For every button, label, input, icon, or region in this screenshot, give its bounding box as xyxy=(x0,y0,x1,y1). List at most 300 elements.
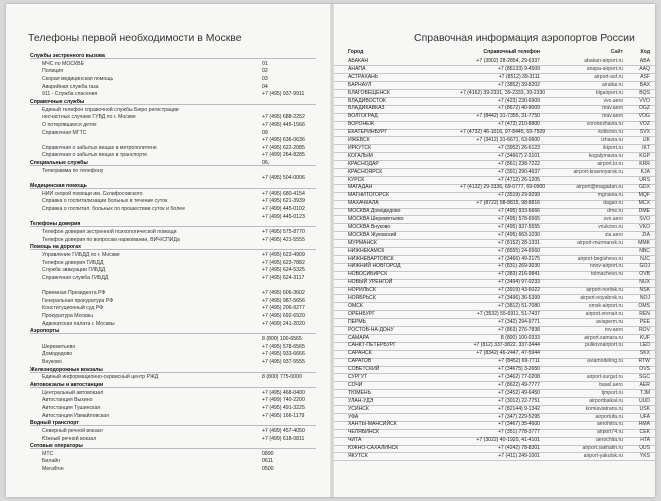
airport-site: airport@magadan.ru xyxy=(576,184,623,191)
entry-number: +7 (495) 987-5656 xyxy=(262,297,305,304)
phone-entry xyxy=(30,436,316,442)
open-book-spread xyxy=(6,4,655,497)
entry-label: Служба эвакуации ГИБДД xyxy=(42,267,106,274)
airport-code: VKO xyxy=(639,223,650,230)
entry-number: +7 (495) 688-2252 xyxy=(262,114,305,121)
airport-phone: +7 (4712) 26-1205 xyxy=(497,176,540,183)
airport-city: СОЧИ xyxy=(348,381,363,388)
entry-number: +7 (499) 264-8285 xyxy=(262,152,305,159)
phone-entry xyxy=(30,206,316,212)
airport-city: АНАПА xyxy=(348,65,366,72)
section-divider xyxy=(30,387,316,388)
phone-entry xyxy=(30,275,316,281)
airport-site: komiaviatrans.ru xyxy=(585,405,623,412)
airport-code: NJC xyxy=(640,255,650,262)
airport-site: airportufa.ru xyxy=(595,413,623,420)
phone-entry xyxy=(30,76,316,82)
section-heading xyxy=(30,160,316,166)
airport-city: КОГАЛЫМ xyxy=(348,152,373,159)
entry-label: Полиция xyxy=(42,68,64,75)
airport-city: АБАКАН xyxy=(348,58,369,64)
airport-phone: +7 (8152) 28-1331 xyxy=(497,239,540,246)
airport-city: НИЖНИЙ НОВГОРОД xyxy=(348,263,401,270)
airport-phone: +7 (3462) 77-0208 xyxy=(497,374,540,380)
section-label: Автовокзалы и автостанции xyxy=(30,381,104,388)
entry-number: +7 (495) 624-3117 xyxy=(262,274,305,281)
airport-site: omsk-airport.ru xyxy=(588,302,623,309)
entry-label: Конституционный суд РФ xyxy=(42,305,104,312)
airport-site: aerohitra.ru xyxy=(596,421,623,428)
airport-code: NSK xyxy=(639,287,650,294)
airport-site: nnov-airport.ru xyxy=(589,263,623,270)
phone-entry xyxy=(30,344,316,350)
entry-number: +7 (495) 575-8770 xyxy=(262,228,305,235)
airport-row xyxy=(334,453,655,461)
section-divider xyxy=(30,448,316,449)
airport-site: airport-noyabrsk.ru xyxy=(580,295,623,301)
airport-phone: +7 (3022) 40-1920, 41-4101 xyxy=(476,437,540,444)
airport-city: ТЮМЕНЬ xyxy=(348,389,371,396)
phone-entry xyxy=(30,260,316,266)
entry-number: +7 (495) 621-3939 xyxy=(262,198,305,205)
airport-code: NUX xyxy=(639,279,650,286)
section-heading xyxy=(30,367,316,373)
airport-site: blgairport.ru xyxy=(595,89,623,96)
entry-number: +7 (495) 166-1179 xyxy=(262,412,305,419)
airport-code: UUS xyxy=(639,445,650,452)
airport-phone: +7 (3494) 97-0233 xyxy=(497,279,540,286)
airport-site: tjmport.ru xyxy=(601,389,623,396)
airport-site: anapa-airport.ru xyxy=(586,65,623,72)
entry-label: Справочная служба ГИБДД xyxy=(42,274,109,281)
airport-phone: 8 (800) 100-0333 xyxy=(500,334,540,341)
section-divider xyxy=(30,188,316,189)
airport-code: ASF xyxy=(640,73,650,80)
airport-code: USK xyxy=(639,405,650,412)
phone-entry xyxy=(30,68,316,74)
airport-phone: +7 (82144) 9-1342 xyxy=(497,405,540,412)
airport-code: KUF xyxy=(639,334,650,341)
entry-label: Единый телефон справочной службы Бюро регистрации xyxy=(42,106,179,113)
airport-site: svo.aero xyxy=(603,216,623,222)
airport-phone: +7 (8342) 46-2447, 47-5944 xyxy=(476,350,540,357)
airport-city: ОРЕНБУРГ xyxy=(348,310,376,317)
airport-phone: +7 (8622) 49-7777 xyxy=(497,381,540,388)
airport-city: НОВЫЙ УРЕНГОЙ xyxy=(348,279,393,286)
section-divider xyxy=(30,226,316,227)
phone-entry xyxy=(30,313,316,319)
phone-entry xyxy=(30,458,316,464)
phone-entry xyxy=(30,283,316,289)
airport-code: KGP xyxy=(639,152,650,159)
airport-city: ХАНТЫ-МАНСИЙСК xyxy=(348,421,397,428)
airport-code: MMK xyxy=(638,239,650,246)
airport-site: voronezhavia.ru xyxy=(586,121,623,128)
airport-phone: +7 (863) 276-7838 xyxy=(497,326,540,333)
section-label: Специальные службы xyxy=(30,160,88,167)
airport-city: ПЕРМЬ xyxy=(348,318,366,325)
airport-code: BQS xyxy=(639,89,650,96)
airport-code: KJA xyxy=(640,168,650,175)
airport-code: ABA xyxy=(639,58,650,64)
phone-entry xyxy=(30,229,316,235)
airport-city: САРАТОВ xyxy=(348,358,372,365)
phone-entry xyxy=(30,428,316,434)
airport-code: OVB xyxy=(639,271,650,278)
airport-phone: +7 (347) 229-5295 xyxy=(497,413,540,420)
phone-entry xyxy=(30,122,316,128)
section-heading xyxy=(30,183,316,189)
phone-entry xyxy=(30,198,316,204)
airport-site: mgnavia.ru xyxy=(597,192,623,199)
airport-city: ИЖЕВСК xyxy=(348,137,370,143)
entry-label: Автостанция Измайловская xyxy=(42,412,109,419)
entry-number: 06, xyxy=(262,160,270,167)
airport-city: САМАРА xyxy=(348,334,370,341)
airport-phone: +7 (812) 337-3822, 337-3444 xyxy=(473,342,540,349)
airport-phone: +7 (4242) 78-8301 xyxy=(497,445,540,452)
airport-site: dme.ru xyxy=(607,208,623,215)
phone-entry xyxy=(30,374,316,380)
entry-label: МегаФон xyxy=(42,466,64,473)
section-heading xyxy=(30,221,316,227)
section-heading xyxy=(30,328,316,334)
airport-site: vnukovo.ru xyxy=(598,223,623,230)
airport-code: DME xyxy=(638,208,650,215)
entry-label: Билайн xyxy=(42,458,60,465)
airport-city: НОВОСИБИРСК xyxy=(348,271,388,278)
airport-code: AER xyxy=(639,381,650,388)
section-divider xyxy=(30,333,316,334)
entry-label: Управление ГИБДД по г. Москве xyxy=(42,251,120,258)
entry-number: 8 (800) 100-6565 xyxy=(262,336,302,343)
airport-city: УЛАН-УДЭ xyxy=(348,397,374,404)
airport-city: МОСКВА Жуковский xyxy=(348,231,397,238)
airport-city: ЧЕЛЯБИНСК xyxy=(348,429,380,436)
airport-code: OVS xyxy=(639,366,650,373)
entry-number: +7 (495) 491-3225 xyxy=(262,404,305,411)
right-page xyxy=(334,4,655,497)
airport-code: IKT xyxy=(642,144,650,151)
entry-number: 09 xyxy=(262,129,268,136)
airport-city: СОВЕТСКИЙ xyxy=(348,366,380,373)
airport-site: airport.sakhalin.ru xyxy=(582,445,623,452)
airport-phone: +7 (3412) 31-6671, 63-0600 xyxy=(476,137,540,143)
airport-site: airport.orenair.ru xyxy=(585,310,623,317)
entry-label: Скорая медицинская помощь xyxy=(42,75,114,82)
phone-entry xyxy=(30,214,316,220)
airport-phone: +7 (831) 269-3030 xyxy=(497,263,540,270)
entry-label: Домодедово xyxy=(42,351,73,358)
airport-city: САНКТ-ПЕТЕРБУРГ xyxy=(348,342,396,349)
airport-code: REN xyxy=(639,310,650,317)
entry-label: Внуково xyxy=(42,359,62,365)
entry-label: МЧС по МОСКВЕ xyxy=(42,60,85,67)
airport-phone: +7 (3919) 43-6022 xyxy=(497,287,540,294)
entry-number: +7 (495) 692-6920 xyxy=(262,313,305,320)
section-heading xyxy=(30,420,316,426)
airport-code: BAX xyxy=(639,81,650,88)
entry-number: +7 (499) 740-2200 xyxy=(262,397,305,404)
section-divider xyxy=(30,372,316,373)
airport-code: URS xyxy=(639,176,650,183)
phone-entry xyxy=(30,451,316,457)
entry-label: Южный речной вокзал xyxy=(42,435,97,442)
entry-number: +7 (499) 241-2020 xyxy=(262,320,305,327)
phone-entry xyxy=(30,91,316,97)
airport-city: АСТРАХАНЬ xyxy=(348,73,379,80)
airport-code: IJK xyxy=(642,137,650,143)
airport-code: HTA xyxy=(640,437,650,444)
entry-label: Телефон доверия экстренной психологической помощи xyxy=(42,228,177,235)
airport-site: airportbaikal.ru xyxy=(589,397,623,404)
airport-code: MQF xyxy=(638,192,650,199)
airport-phone: +7 (495) 933-6666 xyxy=(497,208,540,215)
airport-city: КУРСК xyxy=(348,176,365,183)
section-label: Справочные службы xyxy=(30,98,85,105)
entry-number: +7 (495) 622-2085 xyxy=(262,144,305,151)
entry-label: Автостанция Тушинская xyxy=(42,404,101,411)
entry-label: НИИ скорой помощи им. Склифосовского xyxy=(42,190,143,197)
phone-entry xyxy=(30,137,316,143)
airport-phone: +7 (3496) 36-5399 xyxy=(497,295,540,301)
phone-entry xyxy=(30,397,316,403)
airport-code: NOJ xyxy=(639,295,650,301)
section-divider xyxy=(30,104,316,105)
airport-phone: +7 (3012) 22-7751 xyxy=(497,397,540,404)
airport-code: SKX xyxy=(639,350,650,357)
phone-entry xyxy=(30,61,316,67)
airport-code: OGZ xyxy=(638,105,650,112)
airport-code: VOG xyxy=(638,113,650,120)
phone-entry xyxy=(30,175,316,181)
entry-number: +7 (495) 933-6666 xyxy=(262,351,305,358)
airport-city: ЯКУТСК xyxy=(348,453,368,459)
section-heading xyxy=(30,443,316,449)
entry-number: +7 (495) 206-9277 xyxy=(262,305,305,312)
airport-city: НИЖНЕКАМСК xyxy=(348,247,385,254)
airport-phone: +7 (411) 249-1001 xyxy=(498,453,540,459)
entry-number: +7 (495) 421-5555 xyxy=(262,236,305,243)
airport-site: aerochita.ru xyxy=(596,437,623,444)
entry-label: Единый информационно-сервисный центр РЖД xyxy=(42,374,159,381)
airport-site: aviaperm.ru xyxy=(596,318,623,325)
entry-number: +7 (495) 623-7882 xyxy=(262,259,305,266)
phone-entry xyxy=(30,390,316,396)
section-heading xyxy=(30,99,316,105)
airport-site: airport-krasnoyarsk.ru xyxy=(573,168,623,175)
airport-site: aviamodeling.ru xyxy=(587,358,623,365)
airport-city: ЕКАТЕРИНБУРГ xyxy=(348,129,388,136)
entry-label: Генеральная прокуратура РФ xyxy=(42,297,114,304)
entry-label: Автостанция Выхино xyxy=(42,397,93,404)
phone-entry xyxy=(30,321,316,327)
airport-table-header xyxy=(334,49,655,56)
airport-site: izhavia.ru xyxy=(601,137,623,143)
airport-code: OMS xyxy=(638,302,650,309)
airport-phone: +7 (3467) 35-4600 xyxy=(497,421,540,428)
airport-site: pulkovoairport.ru xyxy=(585,342,623,349)
airport-site: basel.aero xyxy=(599,381,623,388)
phone-entry xyxy=(30,114,316,120)
left-page-title: Телефоны первой необходимости в Москве xyxy=(28,32,242,44)
section-divider xyxy=(30,249,316,250)
entry-number: +7 (495) 606-3602 xyxy=(262,290,305,297)
section-label: Телефоны доверия xyxy=(30,221,81,228)
phone-entry xyxy=(30,145,316,151)
airport-phone: +7 (3452) 49-6450 xyxy=(497,389,540,396)
airport-city: МАХАЧКАЛА xyxy=(348,200,379,207)
airport-code: RTW xyxy=(638,358,650,365)
airport-phone: +7 (3466) 49-2175 xyxy=(497,255,540,262)
entry-number: 04 xyxy=(262,83,268,90)
phone-entry xyxy=(30,267,316,273)
airport-code: UUD xyxy=(638,397,650,404)
airport-phone: +7 (495) 937-5555 xyxy=(497,223,540,230)
phone-entry xyxy=(30,191,316,197)
section-heading xyxy=(30,382,316,388)
airport-phone: +7 (473) 210-8800 xyxy=(497,121,540,128)
airport-code: SVX xyxy=(639,129,650,136)
airport-site: mav.aero xyxy=(602,113,623,120)
airport-code: VVO xyxy=(639,97,650,104)
header-city: Город xyxy=(348,49,364,55)
entry-label: Северный речной вокзал xyxy=(42,427,103,434)
airport-phone: +7 (391) 290-4637 xyxy=(497,168,540,175)
airport-site: iktport.ru xyxy=(603,144,623,151)
entry-label: Центральный автовокзал xyxy=(42,389,104,396)
header-site: Сайт xyxy=(610,49,623,55)
airport-phone: +7 (342) 294-9771 xyxy=(497,318,540,325)
airport-phone: +7 (4732) 46-1016, 97-8445, 69-7509 xyxy=(460,129,546,136)
phone-entry xyxy=(30,413,316,419)
entry-number: +7 (495) 636-0636 xyxy=(262,137,305,144)
airport-code: ROV xyxy=(638,326,650,333)
section-label: Службы экстренного вызова xyxy=(30,53,105,59)
phone-entry xyxy=(30,107,316,113)
entry-label: Справочная о забытых вещах в метрополитене xyxy=(42,144,157,151)
airport-city: ОМСК xyxy=(348,302,363,309)
airport-code: TJM xyxy=(640,389,650,396)
airport-code: CEK xyxy=(639,429,650,436)
entry-number: +7 (495) 504-0006 xyxy=(262,175,305,182)
section-divider xyxy=(30,425,316,426)
entry-label: Адвокатская палата г. Москвы xyxy=(42,320,115,327)
entry-label: Справка о госпитализации больных в течение суток xyxy=(42,198,168,205)
airport-site: vvo.aero xyxy=(603,97,623,104)
airport-phone: +7 (3532) 55-6911, 51-7437 xyxy=(476,310,540,317)
airport-code: GDX xyxy=(638,184,650,191)
entry-number: +7 (499) 445-0123 xyxy=(262,213,305,220)
phone-entry xyxy=(30,298,316,304)
entry-label: Справка о госпитал. больных по прошествии суток и более xyxy=(42,206,185,212)
entry-number: +7 (499) 445-0102 xyxy=(262,206,305,212)
airport-site: rov.aero xyxy=(604,326,623,333)
airport-city: ВЛАДИКАВКАЗ xyxy=(348,105,385,112)
airport-code: GOJ xyxy=(639,263,650,270)
airport-code: PEE xyxy=(639,318,650,325)
airport-site: abakan-airport.ru xyxy=(584,58,623,64)
entry-number: +7 (495) 680-4154 xyxy=(262,190,305,197)
phone-entry xyxy=(30,405,316,411)
entry-label: Аварийная служба газа xyxy=(42,83,99,90)
airport-phone: +7 (3812) 51-7080 xyxy=(497,302,540,309)
airport-city: БЛАГОВЕЩЕНСК xyxy=(348,89,390,96)
airport-phone: +7 (383) 216-9841 xyxy=(497,271,540,278)
airport-phone: +7 (861) 238-7222 xyxy=(497,160,540,167)
airport-site: airport-yakutsk.ru xyxy=(583,453,623,459)
entry-label: несчастных случаев ГУВД по г. Москве xyxy=(42,114,136,121)
airport-phone: +7 (8672) 40-9009 xyxy=(497,105,540,112)
left-page xyxy=(6,4,330,497)
airport-site: airport-surgut.ru xyxy=(586,374,623,380)
airport-city: СУРГУТ xyxy=(348,374,368,380)
airport-code: VOZ xyxy=(639,121,650,128)
airport-city: МОСКВА Домодедово xyxy=(348,208,401,215)
airport-site: airport-murmansk.ru xyxy=(577,239,623,246)
airport-city: ИРКУТСК xyxy=(348,144,372,151)
airport-city: УСИНСК xyxy=(348,405,369,412)
entry-label: Прокуратура Москвы xyxy=(42,313,93,320)
airport-code: NBC xyxy=(639,247,650,254)
entry-number: 8 (800) 775-0000 xyxy=(262,374,302,381)
airport-city: МАГАДАН xyxy=(348,184,373,191)
airport-phone: +7 (34667) 2-3101 xyxy=(497,152,540,159)
airport-city: НОРИЛЬСК xyxy=(348,287,376,294)
phone-entry xyxy=(30,351,316,357)
phone-entry xyxy=(30,237,316,243)
airport-phone: +7 (4132) 29-3336, 69-0777, 69-0900 xyxy=(460,184,546,191)
entry-number: +7 (495) 578-6565 xyxy=(262,343,305,350)
section-divider xyxy=(30,58,316,59)
phone-entry xyxy=(30,152,316,158)
entry-label: МТС xyxy=(42,450,54,457)
entry-number: +7 (499) 457-4050 xyxy=(262,427,305,434)
airport-phone: +7 (495) 663-1030 xyxy=(497,231,540,238)
airport-city: РОСТОВ-НА-ДОНУ xyxy=(348,326,394,333)
airport-city: БАРНАУЛ xyxy=(348,81,372,88)
entry-number: 0500 xyxy=(262,466,274,473)
airport-city: МОСКВА Шереметьево xyxy=(348,216,404,222)
airport-phone: +7 (8512) 39-3111 xyxy=(498,73,540,80)
airport-code: SGC xyxy=(638,374,650,380)
airport-phone: +7 (4162) 39-2331, 39-2333, 39-2330 xyxy=(460,89,546,96)
entry-label: Приемная Президента РФ xyxy=(42,290,106,297)
airport-phone: +7 (8442) 31-7355, 31-7750 xyxy=(476,113,540,120)
phone-entry xyxy=(30,84,316,90)
phone-entry xyxy=(30,359,316,365)
phone-entry xyxy=(30,252,316,258)
header-code: Код xyxy=(640,49,650,55)
airport-city: ЮЖНО-САХАЛИНСК xyxy=(348,445,399,452)
entry-label: О потерявшихся детях xyxy=(42,121,97,128)
entry-label: 911 - Служба спасения xyxy=(42,91,98,98)
airport-site: mav.aero xyxy=(602,105,623,112)
airport-site: tolmachevo.ru xyxy=(591,271,623,278)
airport-code: HMA xyxy=(638,421,650,428)
section-label: Медицинская помощь xyxy=(30,183,87,190)
section-label: Аэропорты xyxy=(30,328,60,335)
entry-label: Телефон доверия ГИБДД xyxy=(42,259,104,266)
airport-phone: +7 (351) 778-3777 xyxy=(497,429,540,436)
airport-city: ВОЛГОГРАД xyxy=(348,113,378,120)
phone-entry xyxy=(30,336,316,342)
airport-site: airaltai.ru xyxy=(602,81,623,88)
airport-city: КРАСНОДАР xyxy=(348,160,379,167)
airport-phone: +7 (3852) 39-8202 xyxy=(497,81,540,88)
airport-city: ВОРОНЕЖ xyxy=(348,121,375,128)
airport-code: YKS xyxy=(639,453,650,459)
